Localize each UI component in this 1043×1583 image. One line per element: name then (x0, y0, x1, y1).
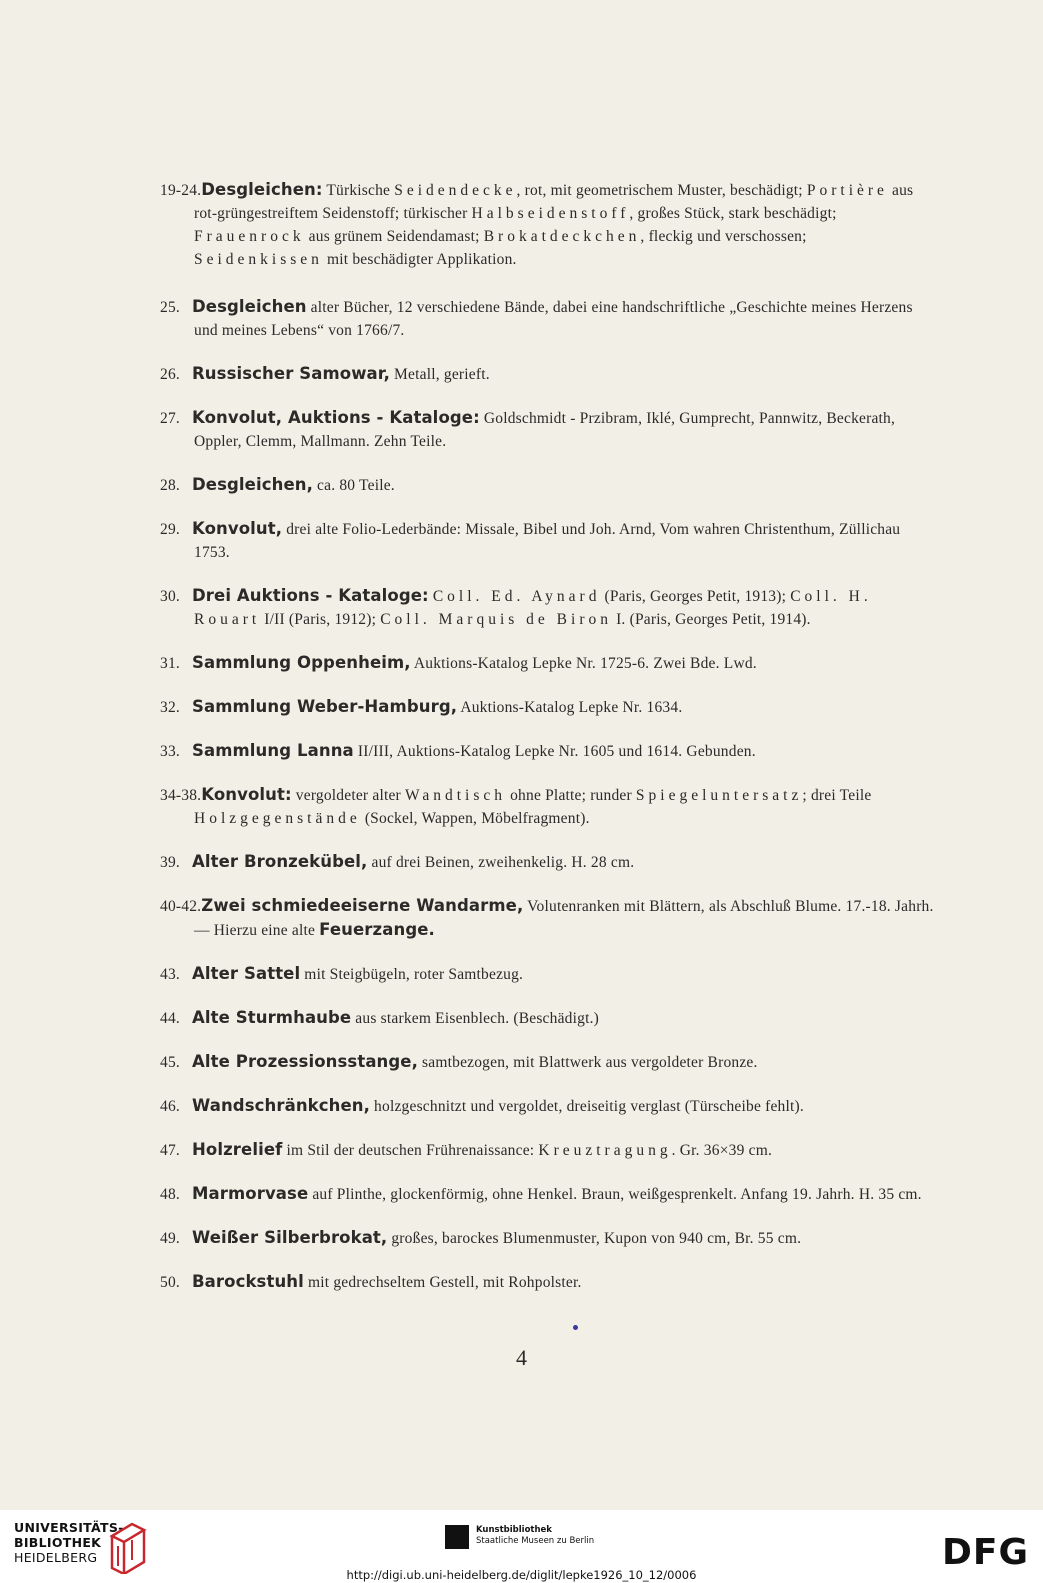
catalog-entry (160, 1050, 935, 1074)
kb-line-1: Kunstbibliothek (476, 1525, 552, 1535)
catalog-entry (160, 695, 935, 719)
entry-number: 44. (160, 1010, 180, 1027)
catalog-entry (160, 962, 935, 986)
entry-text: Metall, gerieft. (389, 366, 490, 383)
entry-text: I/II (Paris, 1912); (260, 611, 381, 628)
entry-title: Sammlung Lanna (192, 741, 354, 760)
entry-number: 39. (160, 854, 180, 871)
catalog-entry (160, 584, 935, 631)
entry-title: Konvolut: (201, 785, 292, 804)
kunstbibliothek-logo-icon (445, 1525, 469, 1549)
entry-number: 29. (160, 521, 180, 538)
entry-text: großes, barockes Blumenmuster, Kupon von 940 cm, Br. 55 cm. (387, 1230, 802, 1247)
entry-title: Desgleichen, (192, 475, 313, 494)
ink-dot (573, 1325, 578, 1330)
entry-title: Desgleichen (192, 297, 307, 316)
entry-text: aus rot-grüngestreiftem Seidenstoff; türkischer (194, 182, 914, 222)
entry-text: Wandtisch (404, 787, 507, 804)
entry-text: Seidenkissen (194, 251, 323, 268)
catalog-entry (160, 739, 935, 763)
entry-title: Holzrelief (192, 1140, 283, 1159)
entry-text: alter Bücher, 12 verschiedene Bände, dabei eine handschriftliche „Geschichte meines Herzens und meines Lebens“ von 1766/7. (194, 299, 913, 339)
entry-number: 34-38. (160, 787, 202, 804)
catalog-entry (160, 517, 935, 564)
page-number: 4 (516, 1345, 527, 1370)
catalog-entry (160, 1182, 935, 1206)
entry-text: mit beschädigter Applikation. (322, 251, 517, 268)
catalog-entry (160, 651, 935, 675)
entry-number: 27. (160, 410, 180, 427)
footer-bar (0, 1510, 1043, 1583)
entry-title: Alter Sattel (192, 964, 301, 983)
entry-number: 31. (160, 655, 180, 672)
entry-text: Halbseidenstoff (471, 205, 630, 222)
entry-text: mit Steigbügeln, roter Samtbezug. (300, 966, 524, 983)
entry-number: 19-24. (160, 182, 202, 199)
entry-title: Sammlung Weber-Hamburg, (192, 697, 458, 716)
entry-text: (Paris, Georges Petit, 1913); (600, 588, 791, 605)
entry-number: 26. (160, 366, 180, 383)
entry-text: vergoldeter alter (291, 787, 405, 804)
entry-number: 50. (160, 1274, 180, 1291)
ub-heidelberg-logo-icon (108, 1518, 148, 1574)
entry-text: drei alte Folio-Lederbände: Missale, Bibel und Joh. Arnd, Vom wahren Christenthum, Züllichau 1753. (194, 521, 901, 561)
entry-number: 40-42. (160, 898, 202, 915)
entry-text: Coll. Ed. Aynard (432, 588, 601, 605)
entry-text: aus grünem Seidendamast; (304, 228, 484, 245)
entry-number: 49. (160, 1230, 180, 1247)
entry-text: aus starkem Eisenblech. (Beschädigt.) (351, 1010, 600, 1027)
entry-title: Russischer Samowar, (192, 364, 390, 383)
entry-title: Konvolut, Auktions - Kataloge: (192, 408, 480, 427)
catalog-entry (160, 1094, 935, 1118)
entry-text: Goldschmidt - Przibram, Iklé, Gumprecht, Pannwitz, Beckerath, Oppler, Clemm, Mallmann. Zehn Teile. (194, 410, 896, 450)
entry-title: Zwei schmiedeeiserne Wandarme, (201, 896, 524, 915)
entry-text: im Stil der deutschen Frührenaissance: (282, 1142, 539, 1159)
catalog-entry (160, 362, 935, 386)
entry-text: ; drei Teile (802, 787, 872, 804)
catalog-entry (160, 406, 935, 453)
entry-text: , großes Stück, stark beschädigt; (629, 205, 837, 222)
entry-text: Spiegeluntersatz (635, 787, 803, 804)
entry-title: Sammlung Oppenheim, (192, 653, 411, 672)
entry-text: Portière (806, 182, 888, 199)
entry-number: 47. (160, 1142, 180, 1159)
entry-text: Türkische (322, 182, 395, 199)
dfg-logo: DFG (941, 1532, 1029, 1573)
entry-title: Alter Bronzekübel, (192, 852, 368, 871)
entry-number: 33. (160, 743, 180, 760)
entry-number: 28. (160, 477, 180, 494)
catalog-entry (160, 850, 935, 874)
entry-number: 46. (160, 1098, 180, 1115)
entry-title: Konvolut, (192, 519, 283, 538)
entry-text: samtbezogen, mit Blattwerk aus vergoldeter Bronze. (417, 1054, 758, 1071)
entry-text: Volutenranken mit Blättern, als Abschluß Blume. 17.-18. Jahrh. — Hierzu eine alte (194, 898, 934, 939)
ub-line-2: BIBLIOTHEK (14, 1535, 102, 1550)
entry-text: mit gedrechseltem Gestell, mit Rohpolster. (303, 1274, 582, 1291)
kb-line-2: Staatliche Museen zu Berlin (476, 1536, 595, 1546)
entry-text: Holzgegenstände (194, 810, 361, 827)
entry-text: , fleckig und verschossen; (640, 228, 807, 245)
entry-text: (Sockel, Wappen, Möbelfragment). (360, 810, 590, 827)
entry-title: Alte Sturmhaube (192, 1008, 352, 1027)
entry-text: holzgeschnitzt und vergoldet, dreiseitig verglast (Türscheibe fehlt). (369, 1098, 804, 1115)
entry-text: II/III, Auktions-Katalog Lepke Nr. 1605 und 1614. Gebunden. (353, 743, 756, 760)
entry-number: 43. (160, 966, 180, 983)
catalog-entry (160, 1270, 935, 1294)
entry-text: Auktions-Katalog Lepke Nr. 1725-6. Zwei Bde. Lwd. (410, 655, 757, 672)
catalog-entry (160, 783, 935, 830)
entry-number: 48. (160, 1186, 180, 1203)
entry-text: ca. 80 Teile. (312, 477, 395, 494)
source-url[interactable]: http://digi.ub.uni-heidelberg.de/diglit/lepke1926_10_12/0006 (346, 1568, 697, 1582)
entry-number: 25. (160, 299, 180, 316)
entry-number: 45. (160, 1054, 180, 1071)
entry-number: 30. (160, 588, 180, 605)
entry-title: Weißer Silberbrokat, (192, 1228, 388, 1247)
entry-title: Feuerzange. (319, 920, 435, 939)
entry-title: Wandschränkchen, (192, 1096, 370, 1115)
entry-text: I. (Paris, Georges Petit, 1914). (612, 611, 811, 628)
entry-title: Barockstuhl (192, 1272, 304, 1291)
entry-title: Drei Auktions - Kataloge: (192, 586, 429, 605)
entry-text: Kreuztragung (538, 1142, 672, 1159)
catalog-entry (160, 295, 935, 342)
entry-text: , rot, mit geometrischem Muster, beschädigt; (516, 182, 807, 199)
entry-text: Coll. Marquis de Biron (380, 611, 612, 628)
kunstbibliothek-wordmark (476, 1525, 594, 1547)
entry-text: . Gr. 36×39 cm. (671, 1142, 773, 1159)
catalog-entry (160, 1138, 935, 1162)
entry-text: Brokatdeckchen (483, 228, 641, 245)
catalog-entry (160, 1006, 935, 1030)
catalog-entry (160, 473, 935, 497)
catalog-entry (160, 178, 935, 271)
ub-line-1: UNIVERSITÄTS- (14, 1520, 124, 1535)
catalog-entries (160, 178, 935, 1294)
entry-title: Desgleichen: (201, 180, 323, 199)
catalog-entry (160, 1226, 935, 1250)
entry-number: 32. (160, 699, 180, 716)
catalog-entry (160, 894, 935, 942)
ub-line-3: HEIDELBERG (14, 1550, 98, 1565)
entry-title: Marmorvase (192, 1184, 309, 1203)
entry-text: auf Plinthe, glockenförmig, ohne Henkel. Braun, weißgesprenkelt. Anfang 19. Jahrh. H. 35 cm. (308, 1186, 922, 1203)
entry-text: auf drei Beinen, zweihenkelig. H. 28 cm. (367, 854, 635, 871)
entry-text: Auktions-Katalog Lepke Nr. 1634. (457, 699, 683, 716)
entry-text: ohne Platte; runder (506, 787, 636, 804)
entry-text: Seidendecke (394, 182, 517, 199)
entry-text: Frauenrock (194, 228, 305, 245)
entry-text: Coll. H. Rouart (194, 588, 872, 628)
entry-title: Alte Prozessionsstange, (192, 1052, 418, 1071)
